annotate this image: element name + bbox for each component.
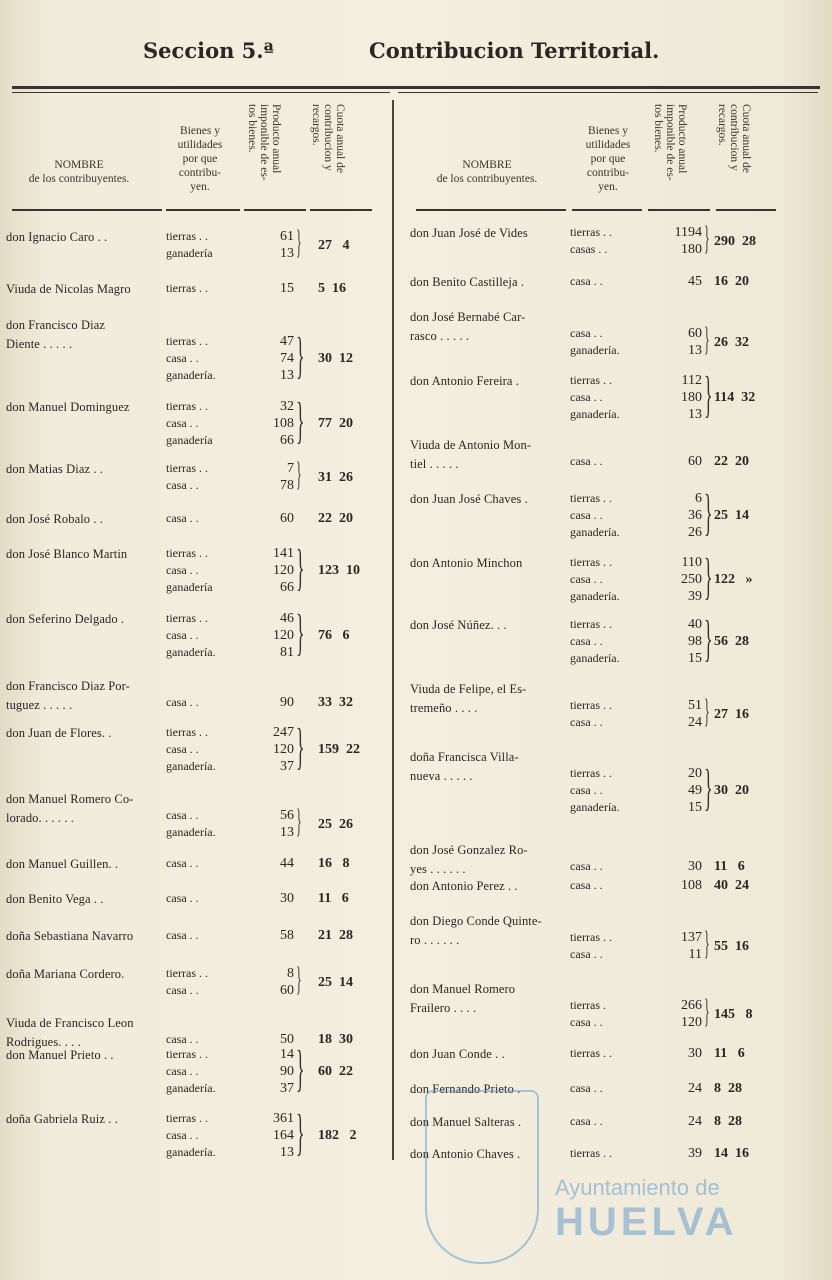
taxable-product-values: 15 bbox=[280, 281, 294, 296]
annual-quota: 122 » bbox=[714, 572, 753, 587]
property-kinds: casa . . bbox=[570, 274, 603, 288]
left-entry bbox=[6, 719, 386, 784]
right-header-nombre: NOMBRE de los contribuyentes. bbox=[436, 159, 538, 185]
taxable-product-values: 90 bbox=[280, 695, 294, 710]
annual-quota: 77 20 bbox=[318, 416, 353, 431]
annual-quota: 25 14 bbox=[318, 974, 353, 990]
right-header-producto: Producto anual imponible de es- tos bienes. bbox=[652, 104, 688, 181]
top-rule bbox=[12, 86, 820, 89]
taxable-product-values: 361 164 13 bbox=[273, 1111, 294, 1160]
grouping-brace: } bbox=[704, 760, 713, 816]
right-header-cuota: Cuota anual de contribucion y recargos. bbox=[716, 104, 752, 173]
annual-quota: 31 26 bbox=[318, 469, 353, 485]
contributor-name: don Manuel Romero Frailero . . . . bbox=[410, 982, 516, 1015]
annual-quota: 60 22 bbox=[318, 1064, 353, 1079]
grouping-brace: } bbox=[296, 393, 305, 449]
grouping-brace: } bbox=[704, 611, 713, 667]
grouping-brace: } bbox=[296, 328, 305, 384]
left-entry bbox=[6, 1105, 386, 1170]
taxable-product-values: 6 36 26 bbox=[688, 491, 702, 540]
property-kinds: tierras . . casa . . ganadería. bbox=[570, 491, 620, 539]
property-kinds: casa . . bbox=[166, 511, 199, 525]
property-kinds: casa . . bbox=[570, 859, 603, 873]
taxable-product-values: 60 13 bbox=[688, 326, 702, 358]
annual-quota: 22 20 bbox=[318, 511, 353, 526]
section-heading: Seccion 5.ª bbox=[143, 38, 274, 63]
contributor-name: Viuda de Nicolas Magro bbox=[6, 282, 131, 296]
right-entry bbox=[410, 912, 790, 972]
left-header-producto: Producto anual imponible de es- tos bienes. bbox=[246, 104, 282, 181]
right-entry bbox=[410, 980, 790, 1040]
contributor-name: doña Mariana Cordero. bbox=[6, 967, 125, 981]
annual-quota: 11 6 bbox=[714, 859, 745, 874]
left-header-rule-4 bbox=[310, 209, 372, 211]
grouping-brace: } bbox=[704, 549, 713, 605]
left-entry bbox=[6, 790, 386, 850]
annual-quota: 30 20 bbox=[714, 783, 749, 798]
taxable-product-values: 61 13 bbox=[280, 229, 294, 261]
top-rule-thin-left bbox=[12, 92, 390, 93]
taxable-product-values: 20 49 15 bbox=[688, 766, 702, 815]
annual-quota: 25 26 bbox=[318, 816, 353, 832]
taxable-product-values: 51 24 bbox=[688, 698, 702, 730]
annual-quota: 56 28 bbox=[714, 634, 749, 649]
contributor-name: don Juan de Flores. . bbox=[6, 726, 112, 740]
contributor-name: don José Bernabé Car- rasco . . . . . bbox=[410, 310, 526, 343]
right-entry bbox=[410, 549, 790, 614]
contributor-name: Viuda de Antonio Mon- tiel . . . . . bbox=[410, 438, 532, 471]
contributor-name: don Benito Vega . . bbox=[6, 892, 104, 906]
annual-quota: 11 6 bbox=[318, 891, 349, 906]
left-header-rule-3 bbox=[244, 209, 306, 211]
property-kinds: tierras . casa . . bbox=[570, 998, 606, 1029]
property-kinds: tierras . . casa . . bbox=[570, 930, 612, 961]
grouping-brace: } bbox=[704, 220, 710, 257]
property-kinds: tierras . . casa . . ganadería. bbox=[166, 725, 216, 773]
left-entry bbox=[6, 605, 386, 670]
contributor-name: don Manuel Guillen. . bbox=[6, 857, 119, 871]
property-kinds: tierras . . bbox=[166, 281, 208, 295]
taxable-product-values: 50 bbox=[280, 1032, 294, 1047]
property-kinds: tierras . . casa . . ganadería. bbox=[570, 373, 620, 421]
annual-quota: 145 8 bbox=[714, 1006, 753, 1022]
contributor-name: Viuda de Felipe, el Es- tremeño . . . . bbox=[410, 682, 527, 715]
taxable-product-values: 7 78 bbox=[280, 461, 294, 493]
property-kinds: tierras . . casa . . ganadería. bbox=[166, 1047, 216, 1095]
property-kinds: tierras . . casa . . ganadería bbox=[166, 399, 213, 447]
property-kinds: tierras . . casa . . bbox=[166, 461, 208, 492]
property-kinds: casa . . ganadería. bbox=[166, 808, 216, 839]
grouping-brace: } bbox=[296, 540, 305, 596]
contributor-name: don Antonio Chaves . bbox=[410, 1147, 521, 1161]
taxable-product-values: 14 90 37 bbox=[280, 1047, 294, 1096]
contributor-name: don José Gonzalez Ro- yes . . . . . . bbox=[410, 843, 528, 876]
contributor-name: don Antonio Minchon bbox=[410, 556, 523, 570]
property-kinds: casa . . bbox=[570, 1114, 603, 1128]
taxable-product-values: 60 bbox=[688, 454, 702, 469]
property-kinds: tierras . . casa . . bbox=[570, 698, 612, 729]
contributor-name: doña Francisca Villa- nueva . . . . . bbox=[410, 750, 519, 783]
property-kinds: casa . . bbox=[166, 695, 199, 709]
right-header-rule-1 bbox=[416, 209, 566, 211]
grouping-brace: } bbox=[296, 1105, 305, 1161]
property-kinds: tierras . . casa . . ganadería. bbox=[166, 334, 216, 382]
annual-quota: 40 24 bbox=[714, 878, 749, 893]
taxable-product-values: 60 bbox=[280, 511, 294, 526]
taxable-product-values: 30 bbox=[280, 891, 294, 906]
grouping-brace: } bbox=[704, 993, 710, 1030]
taxable-product-values: 112 180 13 bbox=[681, 373, 702, 422]
grouping-brace: } bbox=[704, 693, 710, 730]
stamp-text-line1: Ayuntamiento de bbox=[555, 1175, 720, 1200]
grouping-brace: } bbox=[296, 605, 305, 661]
property-kinds: casa . . bbox=[570, 878, 603, 892]
property-kinds: casa . . bbox=[166, 1032, 199, 1046]
annual-quota: 5 16 bbox=[318, 281, 346, 296]
annual-quota: 30 12 bbox=[318, 351, 353, 366]
left-header-bienes: Bienes y utilidades por que contribu- yen. bbox=[177, 125, 223, 193]
contributor-name: don Fernando Prieto . bbox=[410, 1082, 521, 1096]
grouping-brace: } bbox=[296, 224, 302, 261]
property-kinds: tierras . . bbox=[570, 1146, 612, 1160]
right-header-rule-4 bbox=[716, 209, 776, 211]
taxable-product-values: 141 120 66 bbox=[273, 546, 294, 595]
left-header-cuota: Cuota anual de contribucion y recargos. bbox=[310, 104, 346, 173]
right-entry bbox=[410, 485, 790, 550]
annual-quota: 159 22 bbox=[318, 742, 360, 757]
taxable-product-values: 44 bbox=[280, 856, 294, 871]
property-kinds: tierras . . casa . . ganadería. bbox=[570, 555, 620, 603]
grouping-brace: } bbox=[704, 367, 713, 423]
left-entry bbox=[6, 316, 386, 384]
property-kinds: tierras . . casa . . ganadería. bbox=[166, 611, 216, 659]
annual-quota: 16 20 bbox=[714, 274, 749, 289]
annual-quota: 22 20 bbox=[714, 454, 749, 469]
property-kinds: casa . . bbox=[570, 454, 603, 468]
taxable-product-values: 56 13 bbox=[280, 808, 294, 840]
property-kinds: casa . . bbox=[570, 1081, 603, 1095]
contributor-name: don Matias Diaz . . bbox=[6, 462, 104, 476]
taxable-product-values: 40 98 15 bbox=[688, 617, 702, 666]
contributor-name: don José Robalo . . bbox=[6, 512, 104, 526]
left-entry bbox=[6, 540, 386, 605]
annual-quota: 182 2 bbox=[318, 1128, 357, 1143]
annual-quota: 25 14 bbox=[714, 508, 749, 523]
contributor-name: doña Sebastiana Navarro bbox=[6, 929, 134, 943]
property-kinds: tierras . . casa . . bbox=[166, 966, 208, 997]
property-kinds: casa . . ganadería. bbox=[570, 326, 620, 357]
taxable-product-values: 39 bbox=[688, 1146, 702, 1161]
contributor-name: don Manuel Prieto . . bbox=[6, 1048, 114, 1062]
right-entry bbox=[410, 308, 790, 368]
contributor-name: don Manuel Romero Co- lorado. . . . . . bbox=[6, 792, 134, 825]
taxable-product-values: 24 bbox=[688, 1114, 702, 1129]
property-kinds: casa . . bbox=[166, 891, 199, 905]
taxable-product-values: 266 120 bbox=[681, 998, 702, 1030]
taxable-product-values: 24 bbox=[688, 1081, 702, 1096]
property-kinds: tierras . . casa . . ganadería. bbox=[570, 766, 620, 814]
annual-quota: 14 16 bbox=[714, 1146, 749, 1161]
grouping-brace: } bbox=[296, 803, 302, 840]
contributor-name: don José Blanco Martin bbox=[6, 547, 128, 561]
contributor-name: Viuda de Francisco Leon Rodrigues. . . . bbox=[6, 1016, 134, 1049]
right-header-bienes: Bienes y utilidades por que contribu- yen. bbox=[585, 125, 631, 193]
annual-quota: 123 10 bbox=[318, 563, 360, 578]
right-entry bbox=[410, 748, 790, 816]
contributor-name: don Manuel Salteras . bbox=[410, 1115, 522, 1129]
grouping-brace: } bbox=[704, 485, 713, 541]
right-entry bbox=[410, 367, 790, 432]
left-entry bbox=[6, 224, 386, 288]
municipal-seal bbox=[425, 1090, 539, 1264]
annual-quota: 27 16 bbox=[714, 706, 749, 722]
contributor-name: don Ignacio Caro . . bbox=[6, 230, 108, 244]
taxable-product-values: 32 108 66 bbox=[273, 399, 294, 448]
property-kinds: tierras . . casa . . ganadería. bbox=[166, 1111, 216, 1159]
taxable-product-values: 45 bbox=[688, 274, 702, 289]
annual-quota: 114 32 bbox=[714, 390, 756, 405]
contributor-name: don Benito Castilleja . bbox=[410, 275, 525, 289]
left-entry bbox=[6, 1041, 386, 1106]
grouping-brace: } bbox=[704, 321, 710, 358]
contributor-name: don Francisco Diaz Por- tuguez . . . . . bbox=[6, 679, 130, 712]
right-entry bbox=[410, 436, 790, 496]
property-kinds: tierras . . casa . . ganadería bbox=[166, 546, 213, 594]
grouping-brace: } bbox=[704, 925, 710, 962]
taxable-product-values: 108 bbox=[681, 878, 702, 893]
grouping-brace: } bbox=[296, 719, 305, 775]
annual-quota: 16 8 bbox=[318, 856, 350, 871]
contributor-name: don Juan José de Vides bbox=[410, 226, 528, 240]
annual-quota: 8 28 bbox=[714, 1114, 742, 1129]
property-kinds: tierras . . bbox=[570, 1046, 612, 1060]
taxable-product-values: 137 11 bbox=[681, 930, 702, 962]
annual-quota: 21 28 bbox=[318, 928, 353, 943]
grouping-brace: } bbox=[296, 456, 302, 493]
taxable-product-values: 30 bbox=[688, 859, 702, 874]
left-header-rule-1 bbox=[12, 209, 162, 211]
annual-quota: 290 28 bbox=[714, 233, 756, 249]
taxable-product-values: 58 bbox=[280, 928, 294, 943]
annual-quota: 11 6 bbox=[714, 1046, 745, 1061]
taxable-product-values: 46 120 81 bbox=[273, 611, 294, 660]
annual-quota: 55 16 bbox=[714, 938, 749, 954]
contributor-name: don José Núñez. . . bbox=[410, 618, 507, 632]
property-kinds: casa . . bbox=[166, 928, 199, 942]
annual-quota: 18 30 bbox=[318, 1032, 353, 1047]
taxable-product-values: 1194 180 bbox=[674, 225, 702, 257]
annual-quota: 27 4 bbox=[318, 237, 350, 253]
taxable-product-values: 47 74 13 bbox=[280, 334, 294, 383]
contributor-name: don Juan José Chaves . bbox=[410, 492, 528, 506]
left-entry bbox=[6, 393, 386, 458]
contributor-name: don Juan Conde . . bbox=[410, 1047, 505, 1061]
taxable-product-values: 110 250 39 bbox=[681, 555, 702, 604]
taxable-product-values: 30 bbox=[688, 1046, 702, 1061]
right-entry bbox=[410, 611, 790, 676]
annual-quota: 76 6 bbox=[318, 628, 350, 643]
top-rule-thin-right bbox=[398, 92, 818, 93]
contributor-name: doña Gabriela Ruiz . . bbox=[6, 1112, 118, 1126]
grouping-brace: } bbox=[296, 961, 302, 998]
right-header-rule-3 bbox=[648, 209, 710, 211]
property-kinds: tierras . . casa . . ganadería. bbox=[570, 617, 620, 665]
annual-quota: 26 32 bbox=[714, 334, 749, 350]
right-header-rule-2 bbox=[572, 209, 642, 211]
property-kinds: casa . . bbox=[166, 856, 199, 870]
grouping-brace: } bbox=[296, 1041, 305, 1097]
page-title: Contribucion Territorial. bbox=[369, 38, 660, 63]
right-entry bbox=[410, 680, 790, 740]
contributor-name: don Diego Conde Quinte- ro . . . . . . bbox=[410, 914, 542, 947]
stamp-text-line2: HUELVA bbox=[555, 1200, 738, 1244]
taxable-product-values: 247 120 37 bbox=[273, 725, 294, 774]
left-header-rule-2 bbox=[166, 209, 240, 211]
annual-quota: 8 28 bbox=[714, 1081, 742, 1096]
taxable-product-values: 8 60 bbox=[280, 966, 294, 998]
annual-quota: 33 32 bbox=[318, 695, 353, 710]
column-divider bbox=[392, 100, 394, 1160]
property-kinds: tierras . . ganadería bbox=[166, 229, 213, 260]
contributor-name: don Seferino Delgado . bbox=[6, 612, 125, 626]
contributor-name: don Antonio Fereira . bbox=[410, 374, 520, 388]
contributor-name: don Manuel Dominguez bbox=[6, 400, 130, 414]
left-header-nombre: NOMBRE de los contribuyentes. bbox=[28, 159, 130, 185]
contributor-name: don Francisco Diaz Diente . . . . . bbox=[6, 318, 105, 351]
property-kinds: tierras . . casas . . bbox=[570, 225, 612, 256]
contributor-name: don Antonio Perez . . bbox=[410, 879, 518, 893]
